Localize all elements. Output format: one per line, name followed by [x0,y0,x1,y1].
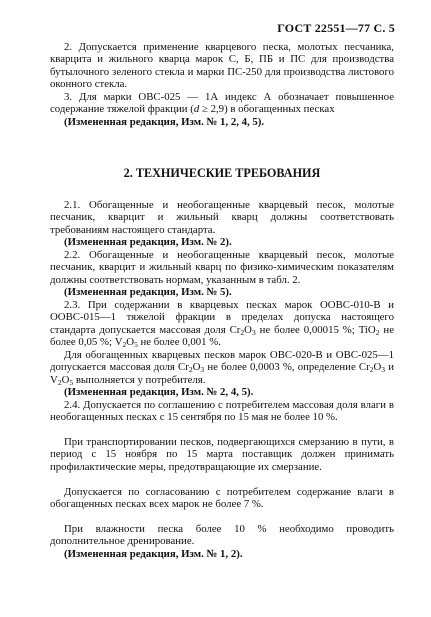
paragraph-2-4: 2.4. Допускается по соглашению с потребителем массовая доля влаги в необогащенных песках с 15 сентября по 15 мая не более 10 %. [50,399,394,424]
amendment-note: (Измененная редакция, Изм. № 1, 2, 4, 5). [64,116,265,128]
paragraph-2-3: 2.3. При содержании в кварцевых песках марок ООВС-010-В и ООВС-015—1 тяжелой фракции в пределах допуска настоящего стандарта допускается массовая доля $Cr_2O_3$ не более 0,00015 %; TiO$_2$ не более 0,05 %; $V_2O_5$ не более 0,001 %. [50,299,394,350]
paragraph-drainage: При влажности песка более 10 % необходимо проводить дополнительное дренирование. [50,523,394,548]
page-header: ГОСТ 22551—77 С. 5 [277,21,395,35]
section-title: 2. ТЕХНИЧЕСКИЕ ТРЕБОВАНИЯ [123,166,321,180]
amendment-note: (Измененная редакция, Изм. № 2, 4, 5). [64,386,254,398]
paragraph-transport: При транспортировании песков, подвергающихся смерзанию в пути, в период с 15 ноября по 15 марта поставщик должен принимать профилактические меры, предотвращающие их смерзание. [50,436,394,473]
paragraph-2-1: 2.1. Обогащенные и необогащенные кварцевый песок, молотые песчаник, кварцит и жильный кварц должны соответствовать требованиям настоящего стандарта. [50,199,394,236]
paragraph-moisture-enriched: Допускается по согласованию с потребителем содержание влаги в обогащенных песках всех марок не более 7 %. [50,486,394,511]
amendment-note: (Измененная редакция, Изм. № 5). [64,286,232,298]
paragraph-note-2: 2. Допускается применение кварцевого песка, молотых песчаника, кварцита и жильного кварца марок С, Б, ПБ и ПС для производства бутылочного зеленого стекла и марки ПС-250 для производства листового оконного стекла. [50,41,394,91]
paragraph-2-3-cont: Для обогащенных кварцевых песков марок ОВС-020-В и ОВС-025—1 допускается массовая доля $Cr_2O_3$ не более 0,0003 %, определение $Cr_2O_3$ и $V_2O_5$ выполняется у потребителя. [50,349,394,387]
amendment-note: (Измененная редакция, Изм. № 2). [64,236,232,248]
paragraph-2-2: 2.2. Обогащенные и необогащенные кварцевый песок, молотые песчаник, кварцит и жильный кварц по физико-химическим показателям должны соответствовать нормам, указанным в табл. 2. [50,249,394,286]
amendment-note: (Измененная редакция, Изм. № 1, 2). [64,548,243,560]
paragraph-note-3: 3. Для марки ОВС-025 — 1А индекс А обозначает повышенное содержание тяжелой фракции (d ≥ 2,9) в обогащенных песках [50,91,394,116]
